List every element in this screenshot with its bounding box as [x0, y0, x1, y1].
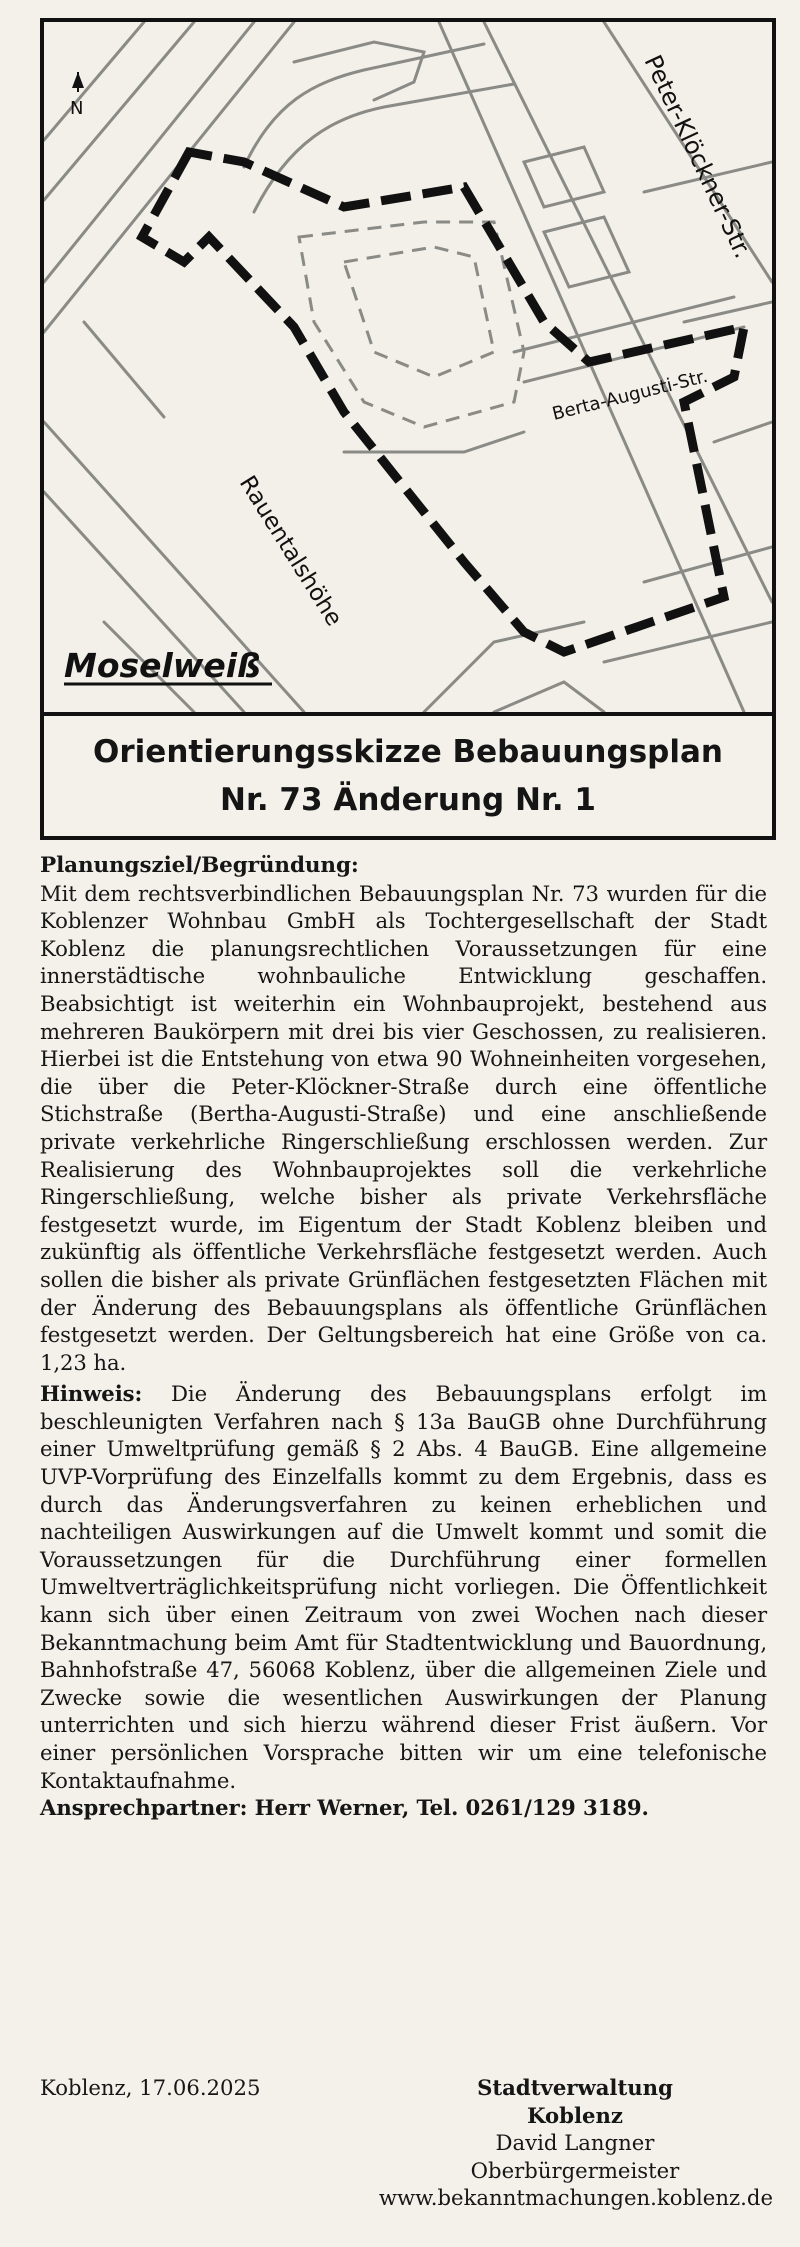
street-label-berta: Berta-Augusti-Str.	[550, 365, 710, 425]
map-figure	[40, 18, 776, 840]
north-label: N	[70, 98, 84, 119]
notice-body	[40, 852, 767, 1822]
map-drawing	[44, 22, 772, 712]
district-label: Moselweiß	[64, 646, 261, 685]
notice-date: Koblenz, 17.06.2025	[40, 2075, 261, 2100]
signature-block	[360, 2074, 790, 2184]
map-caption	[44, 716, 772, 836]
paragraph-planning-goal: Mit dem rechtsverbindlichen Bebauungsplan Nr. 73 wurden für die Koblenzer Wohnbau GmbH als Tochtergesellschaft der Stadt Koblenz die planungsrechtlichen Voraussetzungen für eine innerstädtische wohnbauliche Entwicklung geschaffen. Beabsichtigt ist weiterhin ein Wohnbauprojekt, bestehend aus mehreren Baukörpern mit drei bis vier Geschossen, zu realisieren. Hierbei ist die Entstehung von etwa 90 Wohneinheiten vorgesehen, die über die Peter-Klöckner-Straße durch eine öffentliche Stichstraße (Bertha-Augusti-Straße) und eine anschließende private verkehrliche Ringerschließung erschlossen werden. Zur Realisierung des Wohnbauprojektes soll die verkehrliche Ringerschließung, welche bisher als private Verkehrsfläche festgesetzt wurde, im Eigentum der Stadt Koblenz bleiben und zukünftig als öffentliche Verkehrsfläche festgesetzt werden. Auch sollen die bisher als private Grünflächen festgesetzten Flächen mit der Änderung des Bebauungsplans als öffentliche Grünflächen festgesetzt werden. Der Geltungsbereich hat eine Größe von ca. 1,23 ha.	[40, 880, 767, 1375]
orientation-map	[44, 22, 772, 716]
street-label-peter: Peter-Klöckner-Str.	[638, 50, 758, 263]
caption-line-2: Nr. 73 Änderung Nr. 1	[220, 782, 596, 818]
paragraph-note	[40, 1380, 767, 1794]
signature-org-1: Stadtverwaltung	[477, 2075, 673, 2100]
contact-line: Ansprechpartner: Herr Werner, Tel. 0261/129 3189.	[40, 1795, 649, 1821]
section-heading-planning-goal: Planungsziel/Begründung:	[40, 853, 359, 878]
website-url: www.bekanntmachungen.koblenz.de	[378, 2185, 773, 2210]
note-label: Hinweis:	[40, 1381, 143, 1407]
notice-footer	[40, 2074, 773, 2234]
caption-line-1: Orientierungsskizze Bebauungsplan	[93, 734, 723, 770]
note-text: Die Änderung des Bebauungsplans erfolgt im beschleunigten Verfahren nach § 13a BauGB ohne Durchführung einer Umweltprüfung gemäß § 2 Abs. 4 BauGB. Eine allgemeine UVP-Vorprüfung des Einzelfalls kommt zu dem Ergebnis, dass es durch das Änderungsverfahren zu keinen erheblichen und nachteiligen Auswirkungen auf die Umwelt kommt und somit die Voraussetzungen für die Durchführung einer formellen Umweltverträglichkeitsprüfung nicht vorliegen. Die Öffentlichkeit kann sich über einen Zeitraum von zwei Wochen nach dieser Bekanntmachung beim Amt für Stadtentwicklung und Bauordnung, Bahnhofstraße 47, 56068 Koblenz, über die allgemeinen Ziele und Zwecke sowie die wesentlichen Auswirkungen der Planung unterrichten und sich hierzu während dieser Frist äußern. Vor einer persönlichen Vorsprache bitten wir um eine telefonische Kontaktaufnahme.	[40, 1381, 767, 1793]
signature-org-2: Koblenz	[527, 2102, 623, 2128]
signature-name: David Langner	[495, 2130, 655, 2155]
street-label-rauental: Rauentalshöhe	[233, 471, 347, 631]
signature-title: Oberbürgermeister	[470, 2157, 680, 2183]
